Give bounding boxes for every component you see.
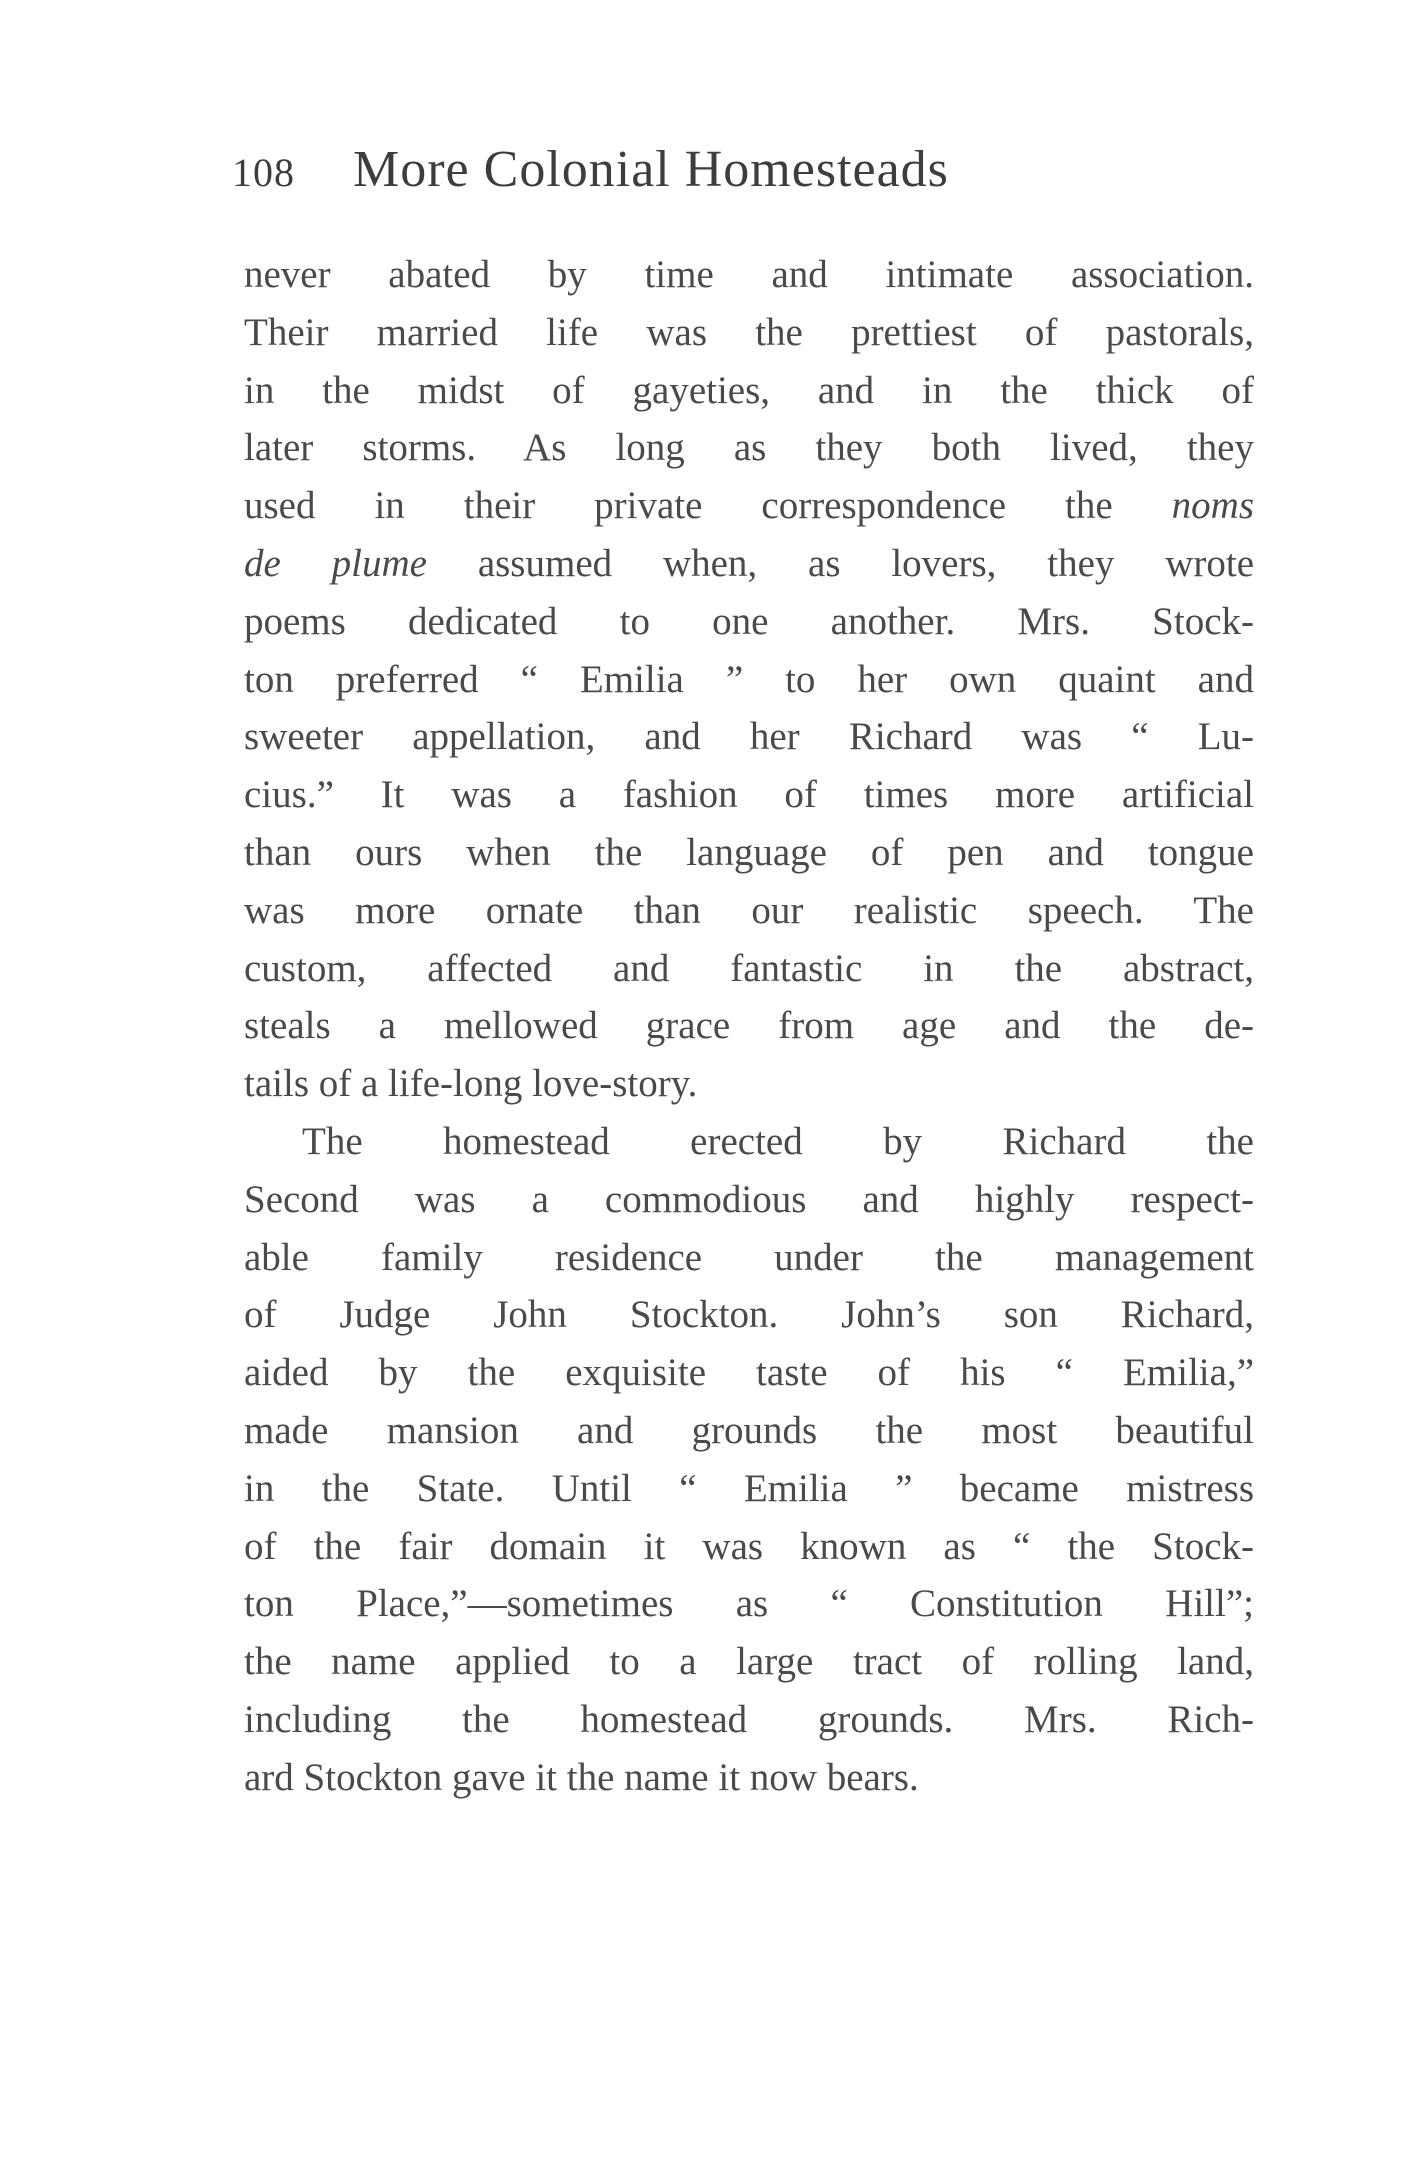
body-text: [244, 246, 1254, 1807]
text-line: in the State. Until “ Emilia ” became mistress: [244, 1466, 1254, 1510]
text-line: The homestead erected by Richard the: [302, 1119, 1254, 1163]
text-line: sweeter appellation, and her Richard was “ Lu-: [244, 715, 1254, 759]
text-line: able family residence under the management: [244, 1235, 1254, 1279]
text-line: ton preferred “ Emilia ” to her own quaint and: [244, 657, 1254, 701]
text-line: was more ornate than our realistic speech. The: [244, 888, 1254, 932]
text-line: ton Place,”—sometimes as “ Constitution Hill”;: [244, 1582, 1254, 1626]
text-line: poems dedicated to one another. Mrs. Stock-: [244, 599, 1254, 643]
text-line: of the fair domain it was known as “ the Stock-: [244, 1524, 1254, 1568]
text-line: including the homestead grounds. Mrs. Rich-: [244, 1697, 1254, 1741]
italic-phrase: noms: [1171, 484, 1255, 528]
text-line: the name applied to a large tract of rolling land,: [244, 1640, 1254, 1684]
text-line: Second was a commodious and highly respect-: [244, 1177, 1254, 1221]
running-title: More Colonial Homesteads: [353, 141, 949, 198]
text-line: in the midst of gayeties, and in the thick of: [244, 368, 1254, 412]
text-line: steals a mellowed grace from age and the de-: [244, 1004, 1254, 1048]
text-line: never abated by time and intimate association.: [244, 253, 1254, 296]
text-line: of Judge John Stockton. John’s son Richard,: [244, 1293, 1254, 1337]
paragraph-1: [244, 246, 1254, 1113]
text-line: tails of a life-long love-story.: [244, 1062, 698, 1106]
italic-phrase: de plume: [244, 541, 427, 585]
running-head: [232, 140, 949, 210]
text-line: [244, 535, 1254, 593]
text-line: custom, affected and fantastic in the abstract,: [244, 946, 1254, 990]
text-line: aided by the exquisite taste of his “ Emilia,”: [244, 1351, 1254, 1395]
page-number: 108: [232, 150, 295, 195]
text-span: assumed when, as lovers, they wrote: [477, 541, 1255, 585]
paragraph-2: [244, 1113, 1254, 1807]
text-line: Their married life was the prettiest of pastorals,: [244, 310, 1254, 354]
text-line: cius.” It was a fashion of times more artificial: [244, 773, 1254, 817]
text-span: used in their private correspondence the: [244, 484, 1113, 528]
text-line: later storms. As long as they both lived, they: [244, 426, 1254, 470]
text-line: than ours when the language of pen and tongue: [244, 830, 1254, 874]
text-line: ard Stockton gave it the name it now bears.: [244, 1755, 919, 1799]
text-line: [244, 477, 1254, 535]
text-line: made mansion and grounds the most beautiful: [244, 1408, 1254, 1452]
